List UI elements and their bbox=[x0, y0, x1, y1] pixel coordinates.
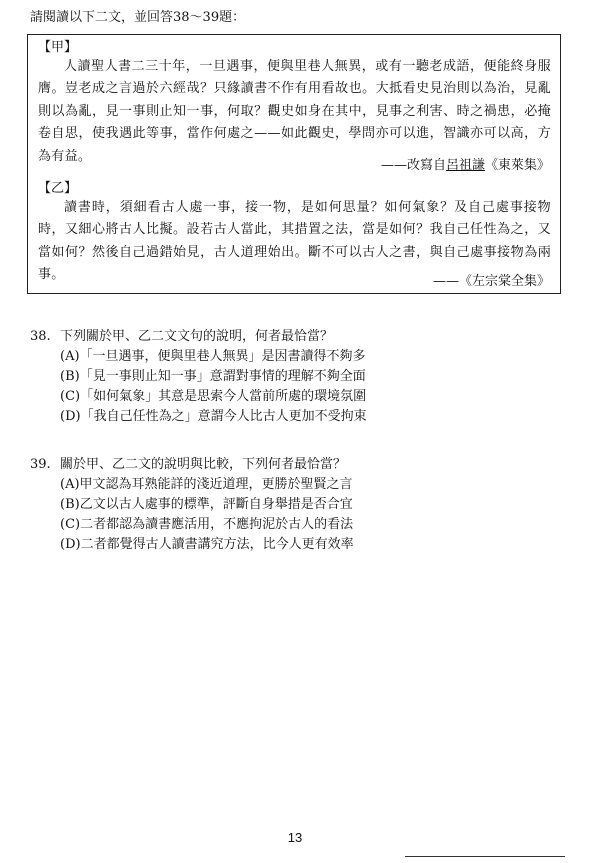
footer-rule bbox=[405, 856, 565, 857]
question-number: 39. bbox=[30, 457, 51, 472]
page-number: 13 bbox=[287, 830, 303, 845]
option-c[interactable]: (C)二者都認為讀書應活用，不應拘泥於古人的看法 bbox=[60, 517, 354, 532]
passage-a-label: 【甲】 bbox=[38, 40, 78, 55]
question-number: 38. bbox=[30, 329, 51, 344]
option-b[interactable]: (B)乙文以古人處事的標準，評斷自身舉措是否合宜 bbox=[60, 497, 353, 512]
option-d[interactable]: (D)「我自己任性為之」意謂今人比古人更加不受拘束 bbox=[60, 409, 367, 424]
passage-b-label: 【乙】 bbox=[38, 181, 78, 196]
question-38 bbox=[30, 327, 560, 427]
question-stem bbox=[30, 327, 560, 347]
question-text: 下列關於甲、乙二文文句的說明，何者最恰當？ bbox=[60, 329, 334, 344]
passage-a-source bbox=[381, 157, 550, 175]
passage-b-source: ——《左宗棠全集》 bbox=[432, 274, 550, 289]
passage-b-text: 讀書時，須細看古人處一事，接一物，是如何思量？如何氣象？及自己處事接物時，又細心將古人比擬。設若古人當此，其措置之法，當是如何？我自己任性為之，又當如何？然後自己過錯始見，古人道理始出。斷不可以古人之書，與自己處事接物為兩事。 bbox=[38, 200, 551, 283]
author-name: 呂祖謙 bbox=[445, 158, 485, 173]
option-c[interactable]: (C)「如何氣象」其意是思索今人當前所處的環境氛圍 bbox=[60, 389, 367, 404]
option-b[interactable]: (B)「見一事則止知一事」意謂對事情的理解不夠全面 bbox=[60, 369, 366, 384]
source-prefix: ——改寫自 bbox=[380, 158, 446, 173]
instructions: 請閱讀以下二文，並回答38～39題： bbox=[30, 10, 246, 25]
option-d[interactable]: (D)二者都覺得古人讀書講究方法，比今人更有效率 bbox=[60, 537, 354, 552]
question-text: 關於甲、乙二文的說明與比較，下列何者最恰當？ bbox=[60, 457, 347, 472]
book-title: 《東萊集》 bbox=[484, 158, 550, 173]
option-a[interactable]: (A)「一旦遇事，便與里巷人無異」是因書讀得不夠多 bbox=[60, 349, 366, 364]
question-39 bbox=[30, 455, 560, 555]
question-stem bbox=[30, 455, 560, 475]
reading-passage-box bbox=[27, 34, 561, 294]
option-a[interactable]: (A)甲文認為耳熟能詳的淺近道理，更勝於聖賢之言 bbox=[60, 477, 353, 492]
passage-a-text: 人讀聖人書二三十年，一旦遇事，便與里巷人無異，或有一聽老成語，便能終身服膺。豈老成之言過於六經哉？只緣讀書不作有用看故也。大抵看史見治則以為治，見亂則以為亂，見一事則止知一事，何取？觀史如身在其中，見事之利害、時之禍患，必掩卷自思，使我遇此等事，當作何處之——如此觀史，學問亦可以進，智識亦可以高，方為有益。 bbox=[38, 59, 551, 164]
